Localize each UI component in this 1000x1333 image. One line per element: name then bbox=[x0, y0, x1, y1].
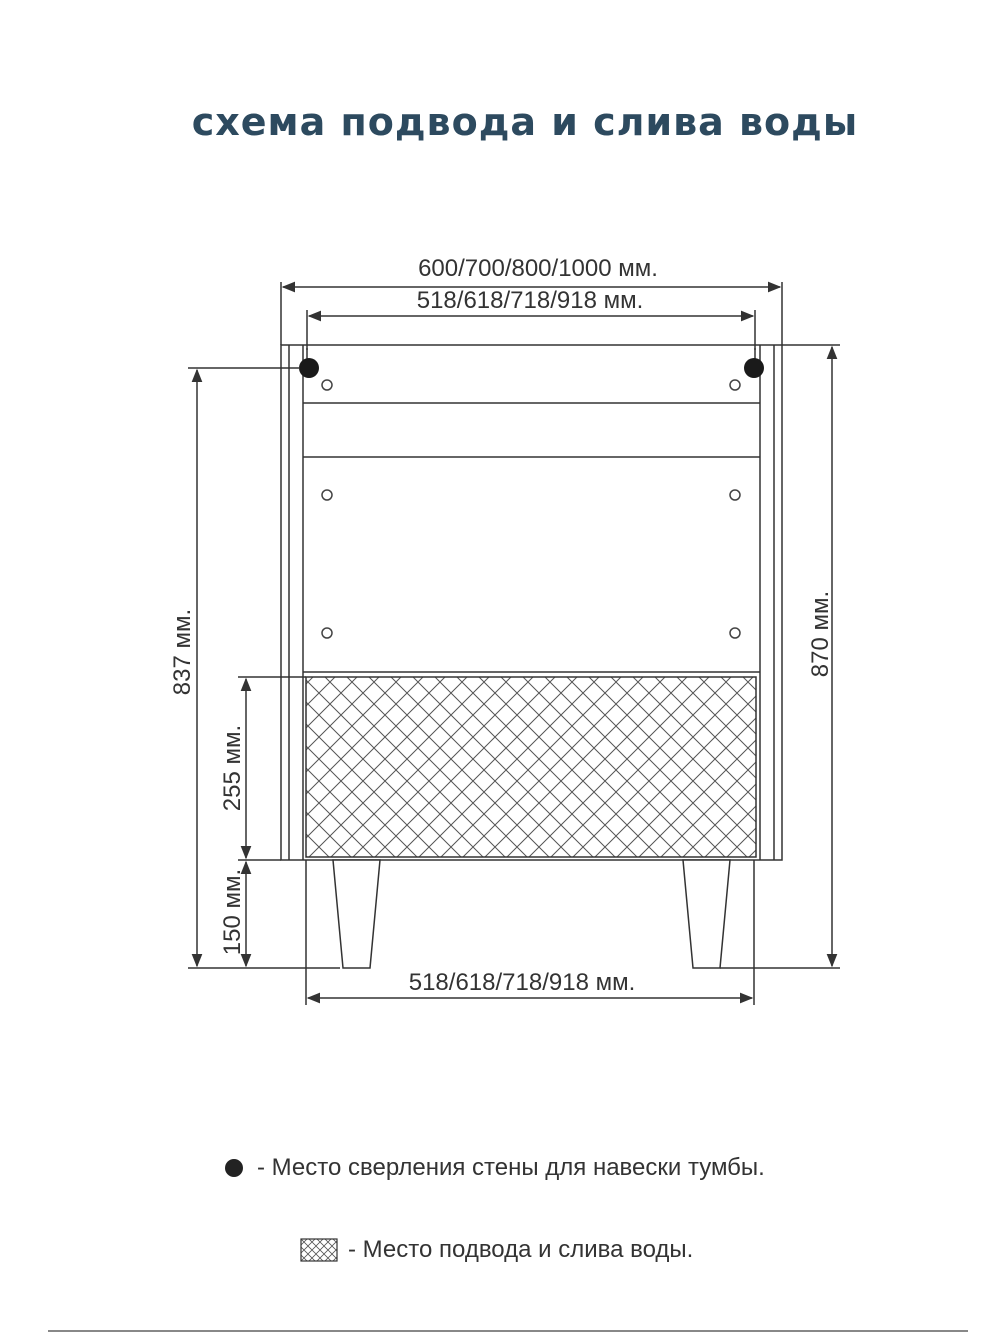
hatch-icon bbox=[300, 1238, 338, 1262]
inner-width-top-label: 518/618/718/918 мм. bbox=[416, 287, 644, 314]
legend-drill-label: - Место сверления стены для навески тумбы. bbox=[257, 1154, 765, 1181]
bottom-divider bbox=[48, 1330, 968, 1332]
cabinet-legs bbox=[333, 860, 730, 968]
overall-width-label: 600/700/800/1000 мм. bbox=[418, 255, 658, 282]
legend-water bbox=[300, 1236, 693, 1264]
dimension-lines bbox=[188, 282, 840, 1005]
height-right-label: 870 мм. bbox=[807, 590, 834, 678]
legend-drill bbox=[225, 1154, 765, 1182]
height-left-label: 837 мм. bbox=[169, 608, 196, 696]
drill-point-icon bbox=[225, 1159, 243, 1177]
inner-width-bottom-label: 518/618/718/918 мм. bbox=[408, 969, 636, 996]
page-title: схема подвода и слива воды bbox=[191, 100, 859, 144]
water-supply-zone bbox=[306, 677, 756, 857]
legend-water-label: - Место подвода и слива воды. bbox=[348, 1236, 694, 1263]
mounting-holes bbox=[322, 380, 740, 638]
leg-height-label: 150 мм. bbox=[219, 868, 246, 956]
drill-points bbox=[299, 348, 764, 378]
hatch-height-label: 255 мм. bbox=[219, 724, 246, 812]
